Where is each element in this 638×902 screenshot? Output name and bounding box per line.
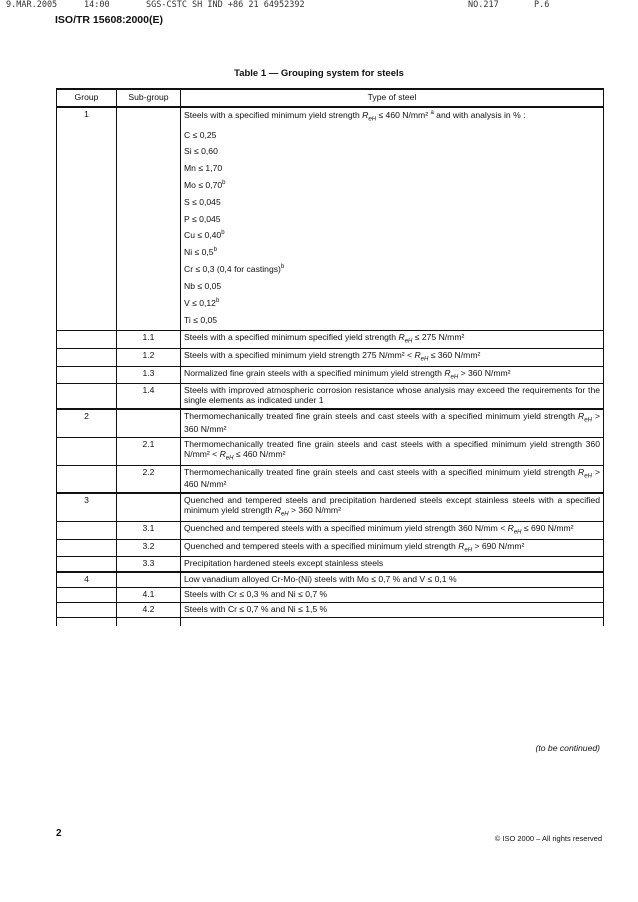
type-cell (181, 107, 604, 331)
footnote-marker: b (215, 297, 220, 304)
table-continuation-row (57, 618, 604, 627)
symbol (274, 505, 289, 518)
table-caption: Table 1 — Grouping system for steels (234, 68, 404, 79)
type-cell (181, 331, 604, 349)
group-number: 2 (57, 409, 117, 437)
fax-sender: SGS-CSTC SH IND +86 21 64952392 (146, 0, 305, 10)
fax-number: NO.217 (468, 0, 499, 10)
symbol-letter: R (398, 332, 405, 343)
condition-item (184, 177, 600, 194)
continued-note: (to be continued) (535, 743, 600, 753)
condition-text: Cr ≤ 0,3 (0,4 for castings) (184, 263, 281, 274)
group-number: 4 (57, 572, 117, 587)
condition-text: Ni ≤ 0,5 (184, 247, 214, 258)
subgroup-number: 4.2 (117, 603, 181, 618)
condition-text: Nb ≤ 0,05 (184, 280, 222, 291)
text-fragment: Quenched and tempered steels with a specified minimum yield strength 360 N/mm < (184, 522, 508, 533)
text-fragment: ≤ 690 N/mm² (521, 522, 574, 533)
footnote-marker: b (221, 230, 225, 237)
condition-item (184, 227, 600, 244)
subgroup-number: 3.2 (117, 539, 181, 557)
condition-text: V ≤ 0,12 (184, 297, 216, 308)
footnote-marker: b (222, 179, 226, 186)
subgroup-number: 1.2 (117, 349, 181, 367)
condition-text: Mo ≤ 0,70 (184, 179, 223, 190)
type-cell (181, 539, 604, 557)
table-row-group-1 (57, 107, 604, 331)
symbol-letter: R (458, 540, 465, 551)
group-cell (57, 366, 117, 384)
group-cell (57, 588, 117, 603)
text-fragment: > 360 N/mm² (184, 411, 600, 435)
symbol-letter: R (414, 350, 421, 361)
text-fragment: Normalized fine grain steels with a specified minimum yield strength (184, 367, 445, 378)
table-row-subgroup-4-1 (57, 588, 604, 603)
type-cell (181, 438, 604, 466)
table-row-subgroup-1-4 (57, 384, 604, 409)
condition-item (184, 211, 600, 228)
symbol (578, 466, 592, 480)
subgroup-number: 1.3 (117, 366, 181, 384)
symbol (398, 332, 413, 346)
group-cell (57, 349, 117, 367)
symbol (578, 411, 592, 425)
fax-time: 14:00 (84, 0, 110, 10)
column-header-group: Group (57, 89, 117, 107)
text-fragment: > 360 N/mm² (288, 505, 341, 516)
symbol-subscript: eH (450, 374, 459, 381)
copyright-notice: © ISO 2000 – All rights reserved (494, 834, 602, 843)
group-cell (57, 331, 117, 349)
group-number: 3 (57, 493, 117, 521)
condition-item (184, 143, 600, 160)
symbol (458, 540, 473, 554)
text-fragment: Quenched and tempered steels and precipitation hardened steels except stainless steels with a specified minimum yield strength (184, 495, 600, 516)
symbol-subscript: eH (513, 529, 522, 536)
condition-item (184, 295, 600, 312)
type-cell: Steels with Cr ≤ 0,3 % and Ni ≤ 0,7 % (181, 588, 604, 603)
condition-item (184, 278, 600, 295)
subgroup-number: 2.1 (117, 438, 181, 466)
text-fragment: ≤ 460 N/mm² (376, 109, 431, 120)
group-1-intro (184, 110, 600, 124)
steel-grouping-table (56, 88, 604, 626)
subgroup-number: 4.1 (117, 588, 181, 603)
text-fragment: ≤ 360 N/mm² (428, 350, 481, 361)
type-cell (181, 465, 604, 493)
table-header-row (57, 89, 604, 107)
text-fragment: Thermomechanically treated fine grain steels and cast steels with a specified minimum yield strength (184, 466, 579, 477)
table-row-subgroup-1-2 (57, 349, 604, 367)
document-id: ISO/TR 15608:2000(E) (55, 14, 163, 26)
symbol-subscript: eH (584, 473, 592, 480)
condition-text: Mn ≤ 1,70 (184, 163, 223, 174)
condition-item (184, 127, 600, 144)
text-fragment: > 460 N/mm² (184, 466, 600, 490)
text-fragment: and with analysis in % : (433, 109, 526, 120)
type-cell: Low vanadium alloyed Cr-Mo-(Ni) steels with Mo ≤ 0,7 % and V ≤ 0,1 % (181, 572, 604, 587)
fax-page: P.6 (534, 0, 550, 10)
text-fragment: ≤ 275 N/mm² (412, 332, 465, 343)
condition-text: Si ≤ 0,60 (184, 146, 218, 157)
text-fragment: Thermomechanically treated fine grain steels and cast steels with a specified minimum yield strength (184, 411, 579, 422)
type-cell (181, 618, 604, 627)
symbol-subscript: eH (420, 356, 429, 363)
subgroup-number: 1.1 (117, 331, 181, 349)
table-row-subgroup-4-2 (57, 603, 604, 618)
condition-text: S ≤ 0,045 (184, 196, 221, 207)
footnote-marker: b (280, 264, 285, 271)
symbol-subscript: eH (225, 455, 234, 462)
table-row-subgroup-3-2 (57, 539, 604, 557)
type-cell (181, 366, 604, 384)
text-fragment: Steels with a specified minimum yield strength 275 N/mm² < (184, 350, 415, 361)
group-cell (57, 521, 117, 539)
subgroup-number: 1.4 (117, 384, 181, 409)
type-cell (181, 493, 604, 521)
table-row-subgroup-2-2 (57, 465, 604, 493)
table-row-group-3 (57, 493, 604, 521)
table-row-subgroup-2-1 (57, 438, 604, 466)
condition-item (184, 244, 600, 261)
type-cell: Steels with improved atmospheric corrosion resistance whose analysis may exceed the requirements for the single elements as indicated under 1 (181, 384, 604, 409)
type-cell: Precipitation hardened steels except stainless steels (181, 557, 604, 572)
table-row-subgroup-3-1 (57, 521, 604, 539)
group-cell (57, 557, 117, 572)
text-fragment: > 690 N/mm² (472, 540, 525, 551)
subgroup-number: 2.2 (117, 465, 181, 493)
symbol-subscript: eH (464, 547, 473, 554)
condition-text: Cu ≤ 0,40 (184, 230, 222, 241)
group-number: 1 (57, 107, 117, 331)
text-fragment: > 360 N/mm² (458, 367, 511, 378)
symbol-subscript: eH (404, 339, 413, 346)
group-cell (57, 539, 117, 557)
type-cell (181, 409, 604, 437)
type-cell: Steels with Cr ≤ 0,7 % and Ni ≤ 1,5 % (181, 603, 604, 618)
text-fragment: Steels with a specified minimum specified yield strength (184, 332, 399, 343)
page-number: 2 (56, 828, 62, 839)
table-row-group-2 (57, 409, 604, 437)
subgroup-number: 3.3 (117, 557, 181, 572)
text-fragment: Thermomechanically treated fine grain steels and cast steels with a specified minimum yield strength 360 N/mm² < (184, 439, 600, 459)
fax-date: 9.MAR.2005 (6, 0, 58, 10)
symbol-letter: R (507, 522, 514, 533)
symbol-letter: R (578, 466, 585, 477)
condition-item (184, 312, 600, 329)
text-fragment: ≤ 460 N/mm² (233, 449, 286, 459)
condition-text: P ≤ 0,045 (184, 213, 221, 224)
symbol-subscript: eH (584, 418, 592, 425)
symbol (507, 522, 522, 536)
condition-text: Ti ≤ 0,05 (184, 314, 218, 325)
footnote-marker: b (213, 247, 217, 254)
subgroup-number: 3.1 (117, 521, 181, 539)
table-row-subgroup-3-3 (57, 557, 604, 572)
group-cell (57, 618, 117, 627)
type-cell (181, 521, 604, 539)
type-cell (181, 349, 604, 367)
text-fragment: Steels with a specified minimum yield strength (184, 109, 363, 120)
condition-item (184, 194, 600, 211)
symbol (219, 449, 234, 462)
symbol-letter: R (274, 505, 281, 516)
group-cell (57, 438, 117, 466)
group-cell (57, 384, 117, 409)
symbol (444, 367, 459, 381)
subgroup-cell (117, 107, 181, 331)
group-cell (57, 465, 117, 493)
condition-item (184, 160, 600, 177)
column-header-subgroup: Sub-group (117, 89, 181, 107)
group-cell (57, 603, 117, 618)
condition-text: C ≤ 0,25 (184, 129, 217, 140)
symbol-letter: R (362, 109, 369, 120)
condition-item (184, 261, 600, 278)
symbol-letter: R (444, 367, 451, 378)
fax-header (6, 0, 630, 12)
subgroup-cell (117, 493, 181, 521)
table-row-subgroup-1-1 (57, 331, 604, 349)
symbol-subscript: eH (368, 116, 377, 123)
symbol-subscript: eH (280, 512, 289, 518)
subgroup-cell (117, 409, 181, 437)
subgroup-cell (117, 618, 181, 627)
symbol-letter: R (578, 411, 585, 422)
subgroup-cell (117, 572, 181, 587)
column-header-type: Type of steel (181, 89, 604, 107)
table-row-group-4 (57, 572, 604, 587)
table-row-subgroup-1-3 (57, 366, 604, 384)
text-fragment: Quenched and tempered steels with a specified minimum yield strength (184, 540, 459, 551)
footnote-marker: a (430, 109, 434, 116)
symbol (414, 350, 429, 363)
symbol-letter: R (219, 449, 226, 459)
symbol (362, 109, 377, 123)
